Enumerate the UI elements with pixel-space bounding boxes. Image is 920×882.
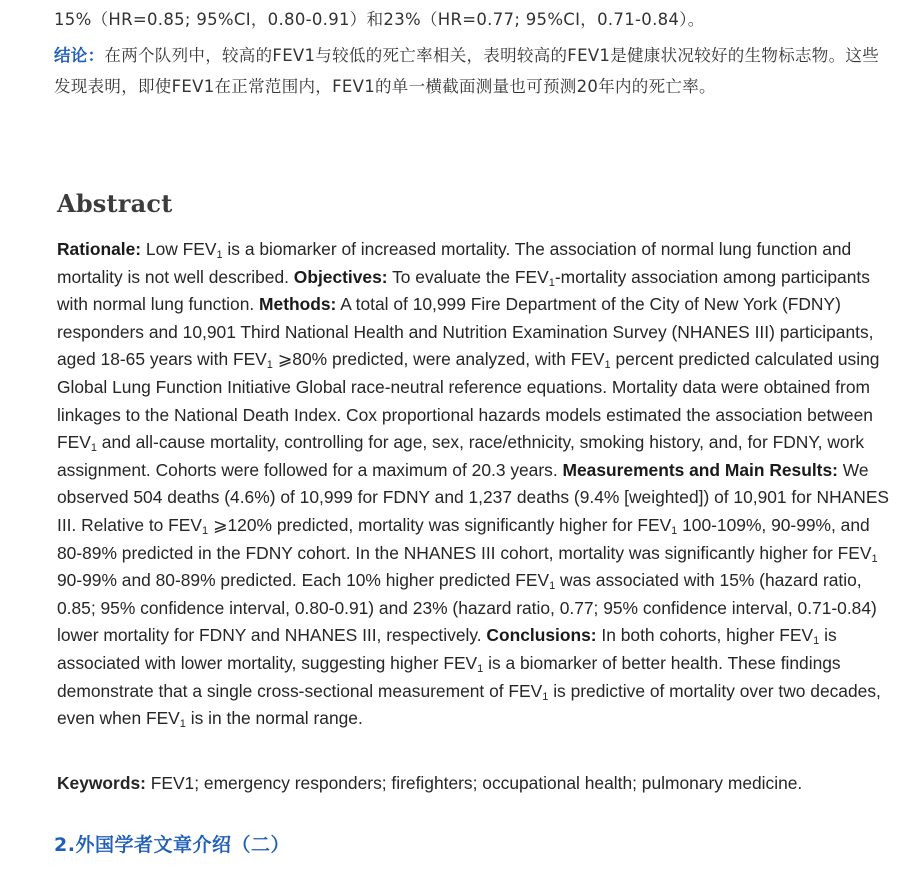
measurements-label: Measurements and Main Results: — [562, 459, 838, 480]
abstract-text: and all-cause mortality, controlling for age, sex, race/ethnicity, smoking history, and, for FDNY, work assignment. Cohorts were followed for a maximum of 20.3 years. — [57, 432, 865, 480]
subscript: 1 — [266, 359, 273, 372]
abstract-text: ⩾80% predicted, were analyzed, with FEV — [272, 349, 605, 370]
subscript: 1 — [477, 662, 484, 675]
abstract-text: ⩾120% predicted, mortality was significantly higher for FEV — [208, 514, 672, 535]
conclusion-text: 在两个队列中，较高的FEV1与较低的死亡率相关，表明较高的FEV1是健康状况较好的生物标志物。这些发现表明，即使FEV1在正常范围内，FEV1的单一横截面测量也可预测20年内的死亡率。 — [54, 46, 880, 96]
abstract-text: We observed 504 deaths (4.6%) of 10,999 for FDNY and 1,237 deaths (9.4% [weighted]) of 10,901 for NHANES III. Relative to FEV — [57, 459, 890, 535]
abstract-text: is a biomarker of increased mortality. The association of normal lung function and mortality is not well described. — [57, 239, 852, 287]
abstract-text: is predictive of mortality over two decades, even when FEV — [57, 680, 881, 729]
abstract-text: was associated with 15% (hazard ratio, 0.85; 95% confidence interval, 0.80-0.91) and 23% (hazard ratio, 0.77; 95% confidence interval, 0.71-0.84) lower mortality for FDNY and NHANES III, respectively. — [57, 570, 877, 646]
conclusion-label: 结论： — [54, 46, 105, 65]
subscript: 1 — [201, 524, 209, 537]
subscript: 1 — [179, 718, 186, 731]
abstract-text: -mortality association among participants with normal lung function. — [57, 266, 870, 315]
abstract-text: is a biomarker of better health. These findings demonstrate that a single cross-sectional measurement of FEV — [57, 652, 841, 701]
methods-label: Methods: — [259, 294, 337, 315]
rationale-label: Rationale: — [57, 239, 142, 259]
subscript: 1 — [542, 690, 549, 703]
abstract-text: percent predicted calculated using Global Lung Function Initiative Global race-neutral reference equations. Mortality data were obtained from linkages to the National Death Index. Cox proportional hazards models estimated the association between FEV — [57, 349, 880, 453]
abstract-text: 90-99% and 80-89% predicted. Each 10% higher predicted FEV — [57, 570, 550, 591]
subscript: 1 — [813, 635, 820, 648]
abstract-text: is in the normal range. — [185, 708, 363, 729]
keywords-line — [57, 770, 893, 797]
subscript: 1 — [671, 524, 678, 537]
abstract-text: is associated with lower mortality, suggesting higher FEV — [57, 625, 837, 673]
keywords-label: Keywords: — [57, 773, 146, 793]
abstract-text: In both cohorts, higher FEV — [596, 625, 814, 646]
abstract-text: 100-109%, 90-99%, and 80-89% predicted in the FDNY cohort. In the NHANES III cohort, mortality was significantly higher for FEV — [57, 514, 872, 563]
objectives-label: Objectives: — [293, 266, 388, 287]
subscript: 1 — [604, 359, 611, 372]
subscript: 1 — [549, 580, 556, 593]
abstract-body — [57, 236, 893, 733]
subscript: 1 — [548, 276, 555, 289]
abstract-text: Low FEV — [141, 239, 217, 259]
subscript: 1 — [90, 442, 97, 455]
abstract-text: To evaluate the FEV — [387, 266, 549, 287]
subscript: 1 — [871, 552, 878, 565]
keywords-text: FEV1; emergency responders; firefighters; occupational health; pulmonary medicine. — [145, 773, 803, 793]
abstract-text: A total of 10,999 Fire Department of the City of New York (FDNY) responders and 10,901 Third National Health and Nutrition Examination Survey (NHANES III) participants, aged 18-65 years with FEV — [57, 294, 874, 370]
abstract-heading: Abstract — [57, 189, 173, 218]
chinese-results-line: 15%（HR=0.85; 95%CI，0.80-0.91）和23%（HR=0.77; 95%CI，0.71-0.84）。 — [54, 10, 705, 29]
conclusions-label: Conclusions: — [486, 625, 597, 646]
subscript: 1 — [216, 249, 223, 261]
section-heading: 2.外国学者文章介绍（二） — [54, 834, 290, 856]
chinese-conclusion-paragraph — [54, 41, 884, 102]
